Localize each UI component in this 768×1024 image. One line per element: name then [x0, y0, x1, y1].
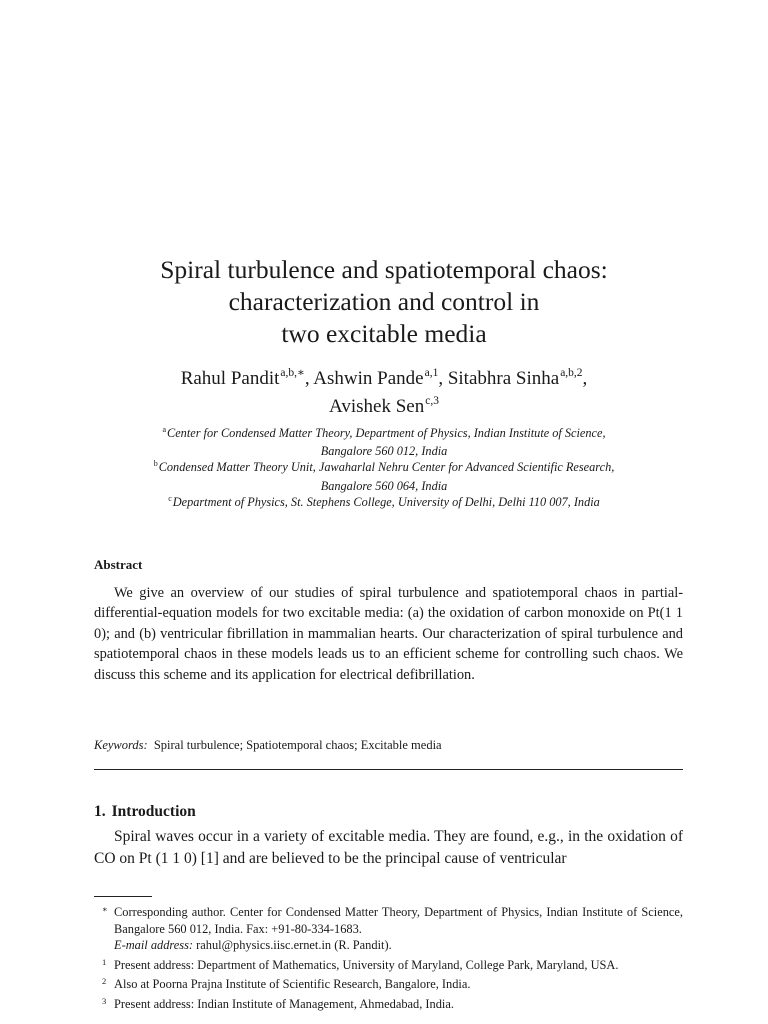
keywords-text: Spiral turbulence; Spatiotemporal chaos; Excitable media — [153, 738, 442, 752]
author-name: Rahul Pandit — [180, 368, 280, 389]
affiliation-b — [0, 459, 768, 477]
affiliation-a-city: Bangalore 560 012, India — [320, 444, 448, 459]
paper-title — [0, 254, 768, 350]
email-address: rahul@physics.iisc.ernet.in (R. Pandit). — [196, 938, 392, 953]
footnote-corresponding — [94, 904, 683, 954]
section-divider — [94, 769, 683, 770]
author-affil-marks: a,1 — [424, 367, 439, 379]
footnote-text: Also at Poorna Prajna Institute of Scientific Research, Bangalore, India. — [114, 977, 471, 992]
footnote-text: Present address: Indian Institute of Management, Ahmedabad, India. — [114, 996, 454, 1011]
footnote-mark: 3 — [102, 995, 107, 1006]
footnote-mark: 2 — [102, 976, 107, 987]
affiliation-c — [0, 494, 768, 512]
intro-text: Spiral waves occur in a variety of excitable media. They are found, e.g., in the oxidation of CO on Pt (1 1 0) [1] and are believed to be the principal cause of ventricular — [94, 828, 683, 867]
footnote-text: Corresponding author. Center for Condensed Matter Theory, Department of Physics, Indian Institute of Science, Bangalore 560 012, India. Fax: +91-80-334-1683. — [114, 905, 683, 936]
author-affil-marks: a,b,2 — [560, 367, 583, 379]
author-name: Ashwin Pande — [313, 368, 424, 389]
affiliation-a — [0, 425, 768, 443]
author-name: Sitabhra Sinha — [447, 368, 560, 389]
affiliation-mark: b — [153, 459, 158, 469]
abstract-body — [94, 583, 683, 685]
abstract-heading: Abstract — [94, 557, 143, 572]
affiliations — [0, 425, 768, 512]
keywords-label: Keywords: — [94, 738, 148, 752]
title-line: Spiral turbulence and spatiotemporal chaos: — [160, 255, 608, 284]
affiliation-mark: a — [162, 425, 167, 434]
footnote-2 — [94, 976, 683, 993]
intro-body — [94, 826, 683, 869]
footnote-mark: ∗ — [102, 904, 108, 914]
title-line: characterization and control in — [228, 287, 540, 316]
email-label: E-mail address: — [114, 938, 194, 953]
author-list — [0, 366, 768, 422]
author-affil-marks: c,3 — [425, 395, 439, 407]
footnote-text: Present address: Department of Mathematics, University of Maryland, College Park, Maryland, USA. — [114, 957, 619, 972]
author-separator: , — [582, 368, 588, 389]
affiliation-mark: c — [168, 493, 172, 503]
keywords — [94, 738, 442, 753]
footnote-3 — [94, 996, 683, 1013]
footnote-1 — [94, 957, 683, 974]
author-separator: , — [438, 368, 448, 389]
footnotes — [94, 904, 683, 1013]
abstract-text: We give an overview of our studies of spiral turbulence and spatiotemporal chaos in partial-differential-equation models for two excitable media: (a) the oxidation of carbon monoxide on Pt(1 1 0); and (b) ventricular fibrillation in mammalian hearts. Our characterization of spiral turbulence and spatiotemporal chaos in these models leads us to an efficient scheme for controlling such chaos. We discuss this scheme and its application for electrical defibrillation. — [94, 585, 683, 683]
affiliation-line: Condensed Matter Theory Unit, Jawaharlal Nehru Center for Advanced Scientific Research, — [158, 460, 615, 475]
author-affil-marks: a,b,∗ — [280, 367, 305, 379]
affiliation-b-city: Bangalore 560 064, India — [320, 478, 448, 493]
author-name: Avishek Sen — [329, 396, 425, 417]
affiliation-line: Center for Condensed Matter Theory, Department of Physics, Indian Institute of Science, — [167, 426, 606, 440]
footnote-mark: 1 — [102, 956, 107, 967]
footnote-divider — [94, 896, 152, 897]
author-separator: , — [304, 368, 314, 389]
affiliation-line: Department of Physics, St. Stephens College, University of Delhi, Delhi 110 007, India — [172, 494, 600, 509]
title-line: two excitable media — [281, 319, 487, 348]
section-number: 1. — [94, 803, 106, 820]
section-heading — [94, 803, 196, 821]
section-title: Introduction — [111, 803, 196, 820]
